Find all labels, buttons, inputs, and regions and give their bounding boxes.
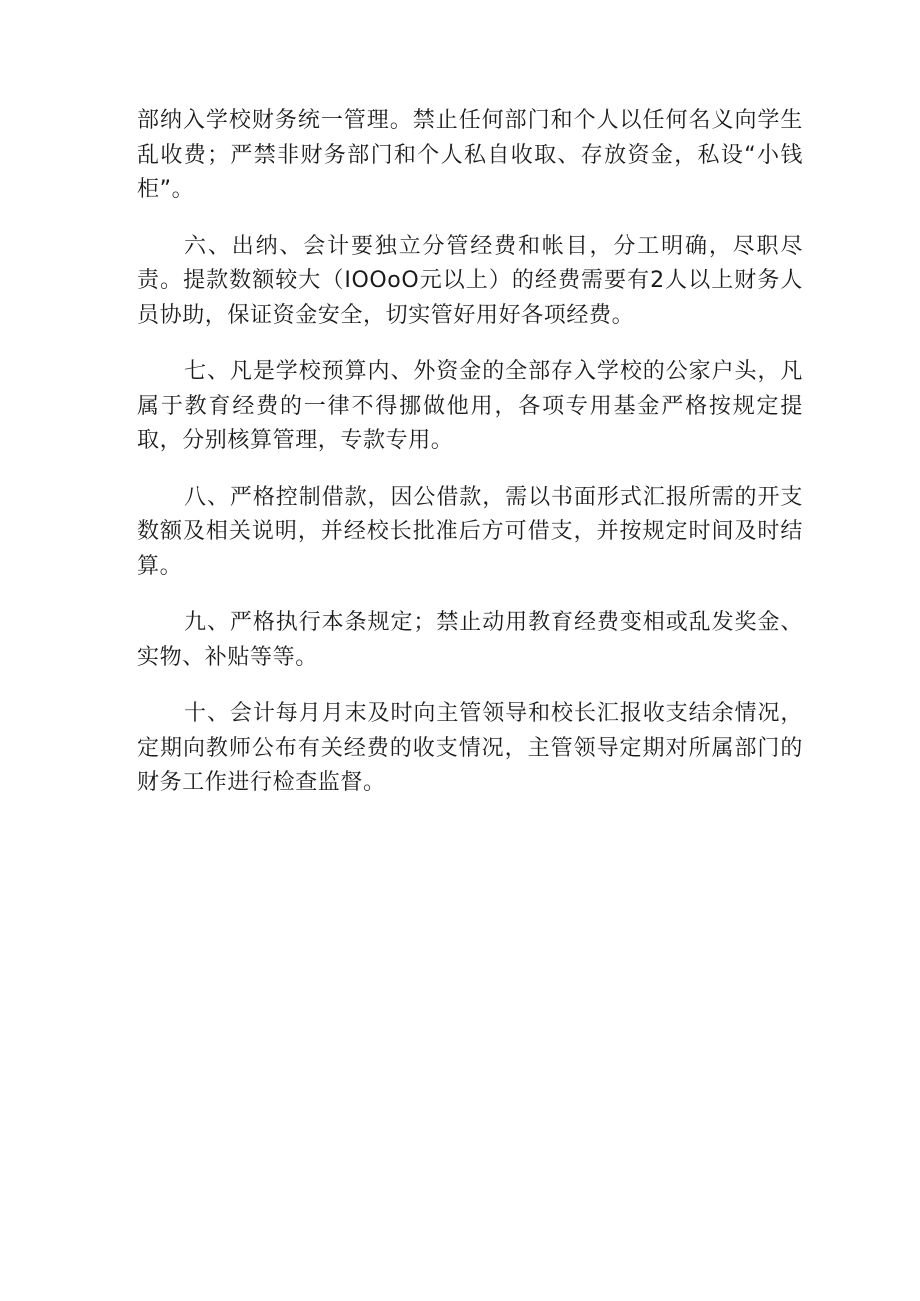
paragraph-item-8: 八、严格控制借款，因公借款，需以书面形式汇报所需的开支数额及相关说明，并经校长批准后方可借支，并按规定时间及时结算。 (137, 484, 803, 579)
paragraph-item-6: 六、出纳、会计要独立分管经费和帐目，分工明确，尽职尽责。提款数额较大（IOOoO元以上）的经费需要有2人以上财务人员协助，保证资金安全，切实管好用好各项经费。 (137, 233, 803, 328)
paragraph-item-9: 九、严格执行本条规定；禁止动用教育经费变相或乱发奖金、实物、补贴等等。 (137, 610, 803, 670)
document-body (137, 104, 803, 823)
paragraph-item-10: 十、会计每月月末及时向主管领导和校长汇报收支结余情况，定期向教师公布有关经费的收支情况，主管领导定期对所属部门的财务工作进行检查监督。 (137, 701, 803, 795)
paragraph-continued: 部纳入学校财务统一管理。禁止任何部门和个人以任何名义向学生乱收费；严禁非财务部门和个人私自收取、存放资金，私设“小钱柜”。 (137, 108, 803, 202)
paragraph-item-7: 七、凡是学校预算内、外资金的全部存入学校的公家户头，凡属于教育经费的一律不得挪做他用，各项专用基金严格按规定提取，分别核算管理，专款专用。 (137, 359, 803, 453)
